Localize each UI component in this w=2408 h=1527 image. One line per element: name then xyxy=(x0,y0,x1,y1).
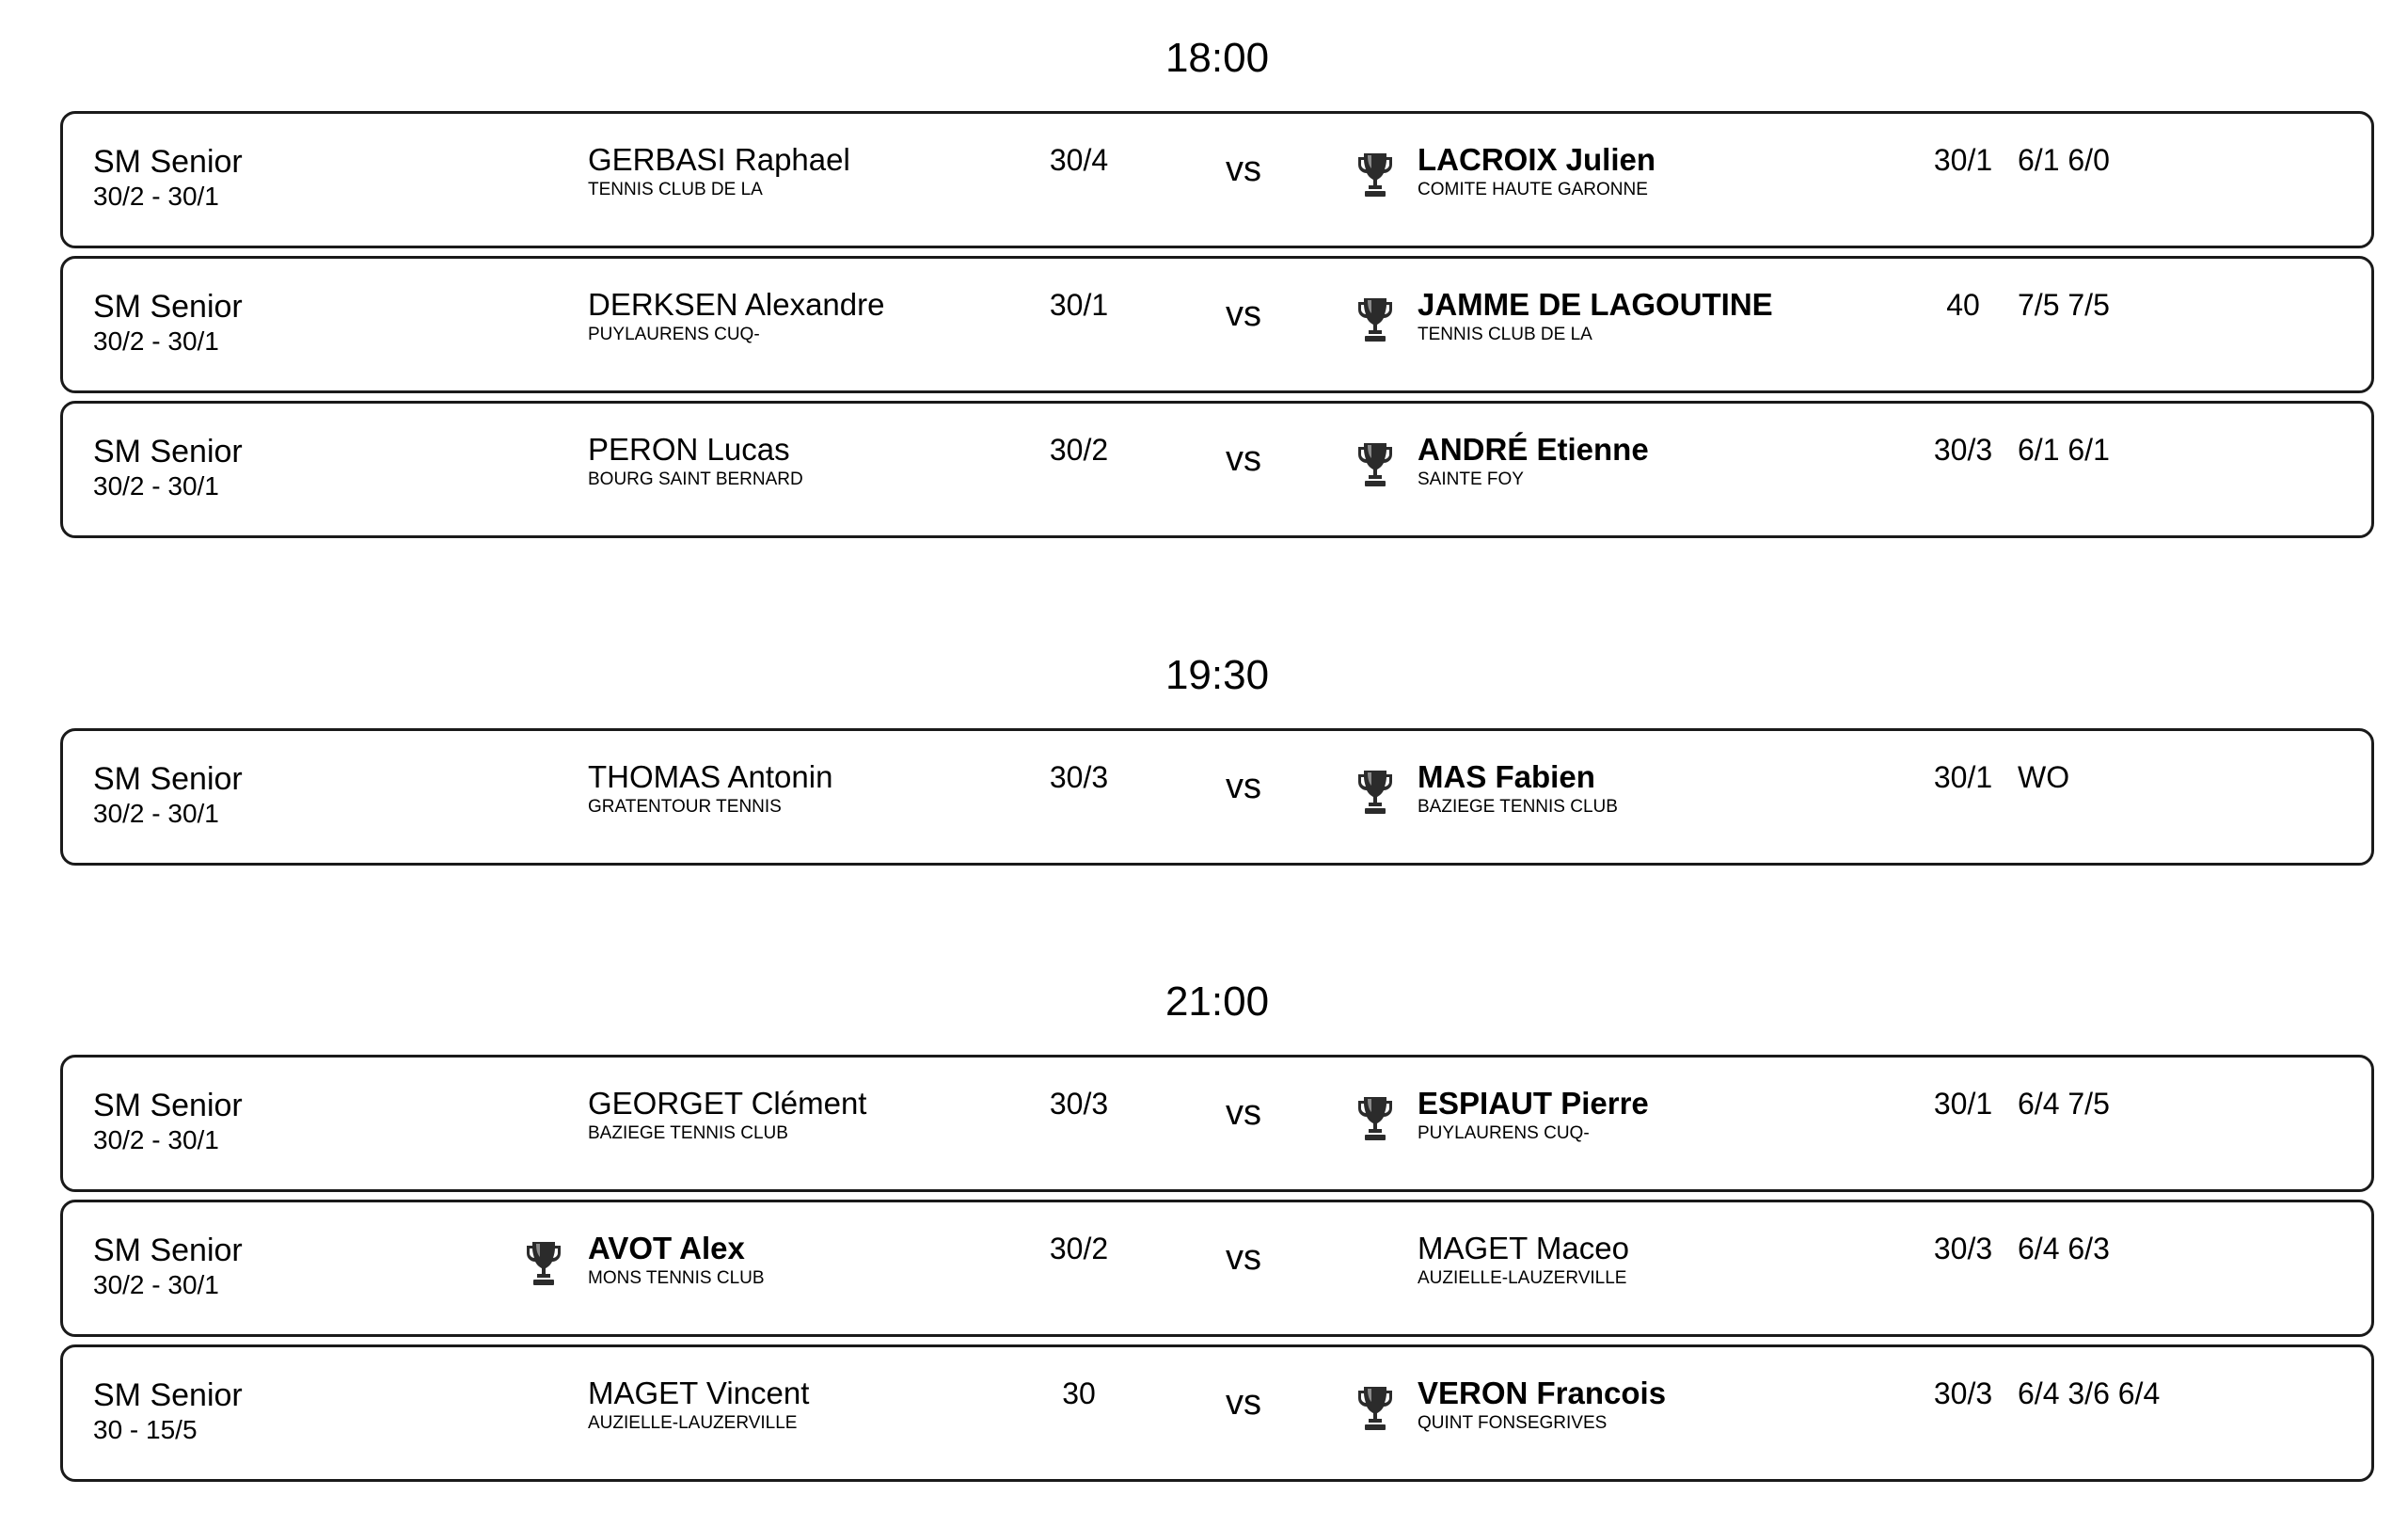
match-range: 30/2 - 30/1 xyxy=(93,1125,219,1154)
player2-club: BAZIEGE TENNIS CLUB xyxy=(1418,797,1618,817)
match-score: 6/1 6/1 xyxy=(2018,433,2110,467)
match-category: SM Senior xyxy=(93,1088,243,1123)
player1-club: BAZIEGE TENNIS CLUB xyxy=(588,1123,788,1143)
player2-club: AUZIELLE-LAUZERVILLE xyxy=(1418,1268,1627,1288)
player2-name: LACROIX Julien xyxy=(1418,142,1656,177)
player2-name: MAGET Maceo xyxy=(1418,1231,1629,1265)
player1-club: GRATENTOUR TENNIS xyxy=(588,797,782,817)
player2-club: QUINT FONSEGRIVES xyxy=(1418,1413,1608,1433)
player1-name: GERBASI Raphael xyxy=(588,142,850,177)
match-card xyxy=(60,728,2374,866)
player2-name: MAS Fabien xyxy=(1418,759,1595,794)
match-category: SM Senior xyxy=(93,289,243,325)
player1-rank: 30/3 xyxy=(1049,1087,1109,1121)
match-category: SM Senior xyxy=(93,434,243,469)
match-category: SM Senior xyxy=(93,1233,243,1268)
player1-club: AUZIELLE-LAUZERVILLE xyxy=(588,1413,798,1433)
vs-label: vs xyxy=(1226,150,1261,189)
match-range: 30/2 - 30/1 xyxy=(93,326,219,356)
match-score: WO xyxy=(2018,760,2070,794)
player2-rank: 30/3 xyxy=(1933,1376,1993,1410)
player2-name: JAMME DE LAGOUTINE xyxy=(1418,287,1773,322)
player2-name: ANDRÉ Etienne xyxy=(1418,432,1649,467)
player2-club: TENNIS CLUB DE LA xyxy=(1418,325,1592,344)
player1-name: THOMAS Antonin xyxy=(588,759,833,794)
player1-name: AVOT Alex xyxy=(588,1231,745,1265)
match-card xyxy=(60,1055,2374,1192)
match-range: 30/2 - 30/1 xyxy=(93,799,219,828)
player1-name: DERKSEN Alexandre xyxy=(588,287,885,322)
player1-club: MONS TENNIS CLUB xyxy=(588,1268,765,1288)
trophy-icon xyxy=(1356,1093,1394,1142)
player2-club: PUYLAURENS CUQ- xyxy=(1418,1123,1590,1143)
session-time: 21:00 xyxy=(1164,978,1270,1025)
player2-rank: 30/3 xyxy=(1933,1232,1993,1265)
player1-rank: 30 xyxy=(1062,1376,1096,1410)
player1-rank: 30/2 xyxy=(1049,433,1109,467)
match-card xyxy=(60,401,2374,538)
player1-rank: 30/4 xyxy=(1049,143,1109,177)
player1-rank: 30/2 xyxy=(1049,1232,1109,1265)
match-category: SM Senior xyxy=(93,144,243,180)
match-range: 30/2 - 30/1 xyxy=(93,182,219,211)
player1-name: PERON Lucas xyxy=(588,432,790,467)
player1-club: BOURG SAINT BERNARD xyxy=(588,469,803,489)
session-time: 18:00 xyxy=(1164,35,1270,81)
trophy-icon xyxy=(525,1238,562,1287)
player2-name: ESPIAUT Pierre xyxy=(1418,1086,1649,1121)
player2-rank: 30/1 xyxy=(1933,143,1993,177)
vs-label: vs xyxy=(1226,767,1261,806)
player1-name: MAGET Vincent xyxy=(588,1376,810,1410)
session-time: 19:30 xyxy=(1164,652,1270,698)
match-score: 6/4 6/3 xyxy=(2018,1232,2110,1265)
trophy-icon xyxy=(1356,439,1394,488)
match-range: 30/2 - 30/1 xyxy=(93,1270,219,1299)
vs-label: vs xyxy=(1226,1383,1261,1423)
match-card xyxy=(60,111,2374,248)
match-card xyxy=(60,1200,2374,1337)
vs-label: vs xyxy=(1226,439,1261,479)
match-score: 7/5 7/5 xyxy=(2018,288,2110,322)
trophy-icon xyxy=(1356,767,1394,816)
player2-club: COMITE HAUTE GARONNE xyxy=(1418,180,1648,199)
player1-rank: 30/1 xyxy=(1049,288,1109,322)
match-card xyxy=(60,256,2374,393)
match-category: SM Senior xyxy=(93,1377,243,1413)
vs-label: vs xyxy=(1226,294,1261,334)
player2-rank: 30/1 xyxy=(1933,1087,1993,1121)
player1-club: TENNIS CLUB DE LA xyxy=(588,180,763,199)
trophy-icon xyxy=(1356,294,1394,343)
player2-rank: 30/1 xyxy=(1933,760,1993,794)
trophy-icon xyxy=(1356,150,1394,199)
player1-club: PUYLAURENS CUQ- xyxy=(588,325,760,344)
vs-label: vs xyxy=(1226,1093,1261,1133)
match-range: 30 - 15/5 xyxy=(93,1415,198,1444)
player2-name: VERON Francois xyxy=(1418,1376,1667,1410)
match-range: 30/2 - 30/1 xyxy=(93,471,219,501)
match-score: 6/4 7/5 xyxy=(2018,1087,2110,1121)
trophy-icon xyxy=(1356,1383,1394,1432)
player2-club: SAINTE FOY xyxy=(1418,469,1524,489)
player2-rank: 30/3 xyxy=(1933,433,1993,467)
vs-label: vs xyxy=(1226,1238,1261,1278)
match-card xyxy=(60,1344,2374,1482)
match-score: 6/4 3/6 6/4 xyxy=(2018,1376,2161,1410)
player1-name: GEORGET Clément xyxy=(588,1086,867,1121)
match-category: SM Senior xyxy=(93,761,243,797)
match-score: 6/1 6/0 xyxy=(2018,143,2110,177)
player1-rank: 30/3 xyxy=(1049,760,1109,794)
player2-rank: 40 xyxy=(1946,288,1980,322)
